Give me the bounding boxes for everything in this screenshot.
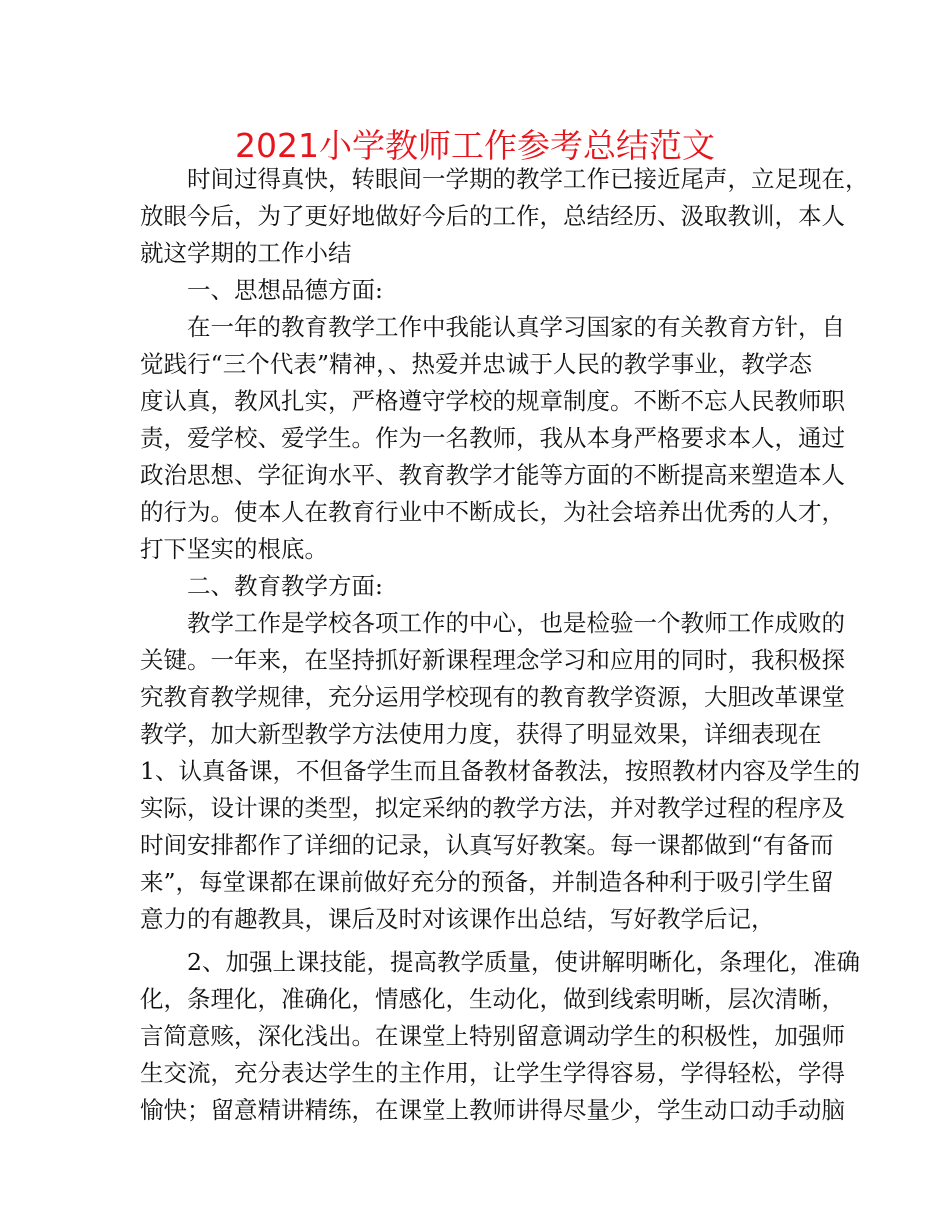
paragraph-line: 来”，每堂课都在课前做好充分的预备，并制造各种利于吸引学生留 — [140, 868, 834, 896]
paragraph-line: 愉快；留意精讲精练，在课堂上教师讲得尽量少，学生动口动手动脑 — [140, 1096, 845, 1124]
paragraph-line: 责，爱学校、爱学生。作为一名教师，我从本身严格要求本人，通过 — [140, 424, 845, 452]
paragraph-line: 关键。一年来，在坚持抓好新课程理念学习和应用的同时，我积极探 — [140, 646, 845, 674]
section-heading: 一、思想品德方面: — [187, 276, 383, 304]
paragraph-line: 究教育教学规律，充分运用学校现有的教育教学资源，大胆改革课堂 — [140, 683, 845, 711]
paragraph-line: 打下坚实的根底。 — [140, 535, 328, 563]
section-heading: 二、教育教学方面: — [187, 572, 383, 600]
paragraph-line: 教学工作是学校各项工作的中心，也是检验一个教师工作成败的 — [187, 609, 845, 637]
paragraph-line: 时间过得真快，转眼间一学期的教学工作已接近尾声，立足现在， — [187, 165, 869, 193]
paragraph-line: 意力的有趣教具，课后及时对该课作出总结，写好教学后记， — [140, 905, 775, 933]
paragraph-line: 实际，设计课的类型，拟定采纳的教学方法，并对教学过程的程序及 — [140, 794, 845, 822]
document-body — [140, 161, 869, 1129]
document-title: 2021小学教师工作参考总结范文 — [235, 126, 715, 165]
paragraph-line: 言简意赅，深化浅出。在课堂上特别留意调动学生的积极性，加强师 — [140, 1022, 845, 1050]
paragraph-line: 化，条理化，准确化，情感化，生动化，做到线索明晰，层次清晰， — [140, 985, 845, 1013]
paragraph-line: 政治思想、学征询水平、教育教学才能等方面的不断提高来塑造本人 — [140, 461, 845, 489]
paragraph-line: 的行为。使本人在教育行业中不断成长，为社会培养出优秀的人才， — [140, 498, 845, 526]
paragraph-line: 2、加强上课技能，提高教学质量，使讲解明晰化，条理化，准确 — [187, 948, 860, 976]
paragraph-line: 在一年的教育教学工作中我能认真学习国家的有关教育方针，自 — [187, 313, 845, 341]
paragraph-line: 时间安排都作了详细的记录，认真写好教案。每一课都做到“有备而 — [140, 831, 834, 859]
paragraph-line: 度认真，教风扎实，严格遵守学校的规章制度。不断不忘人民教师职 — [140, 387, 845, 415]
paragraph-line: 放眼今后，为了更好地做好今后的工作，总结经历、汲取教训，本人 — [140, 202, 845, 230]
paragraph-line: 觉践行“三个代表”精神，、热爱并忠诚于人民的教学事业，教学态 — [140, 350, 812, 378]
paragraph-line: 教学，加大新型教学方法使用力度，获得了明显效果，详细表现在 — [140, 720, 822, 748]
paragraph-line: 生交流，充分表达学生的主作用，让学生学得容易，学得轻松，学得 — [140, 1059, 845, 1087]
paragraph-line: 1、认真备课，不但备学生而且备教材备教法，按照教材内容及学生的 — [140, 757, 860, 785]
paragraph-line: 就这学期的工作小结 — [140, 239, 352, 267]
